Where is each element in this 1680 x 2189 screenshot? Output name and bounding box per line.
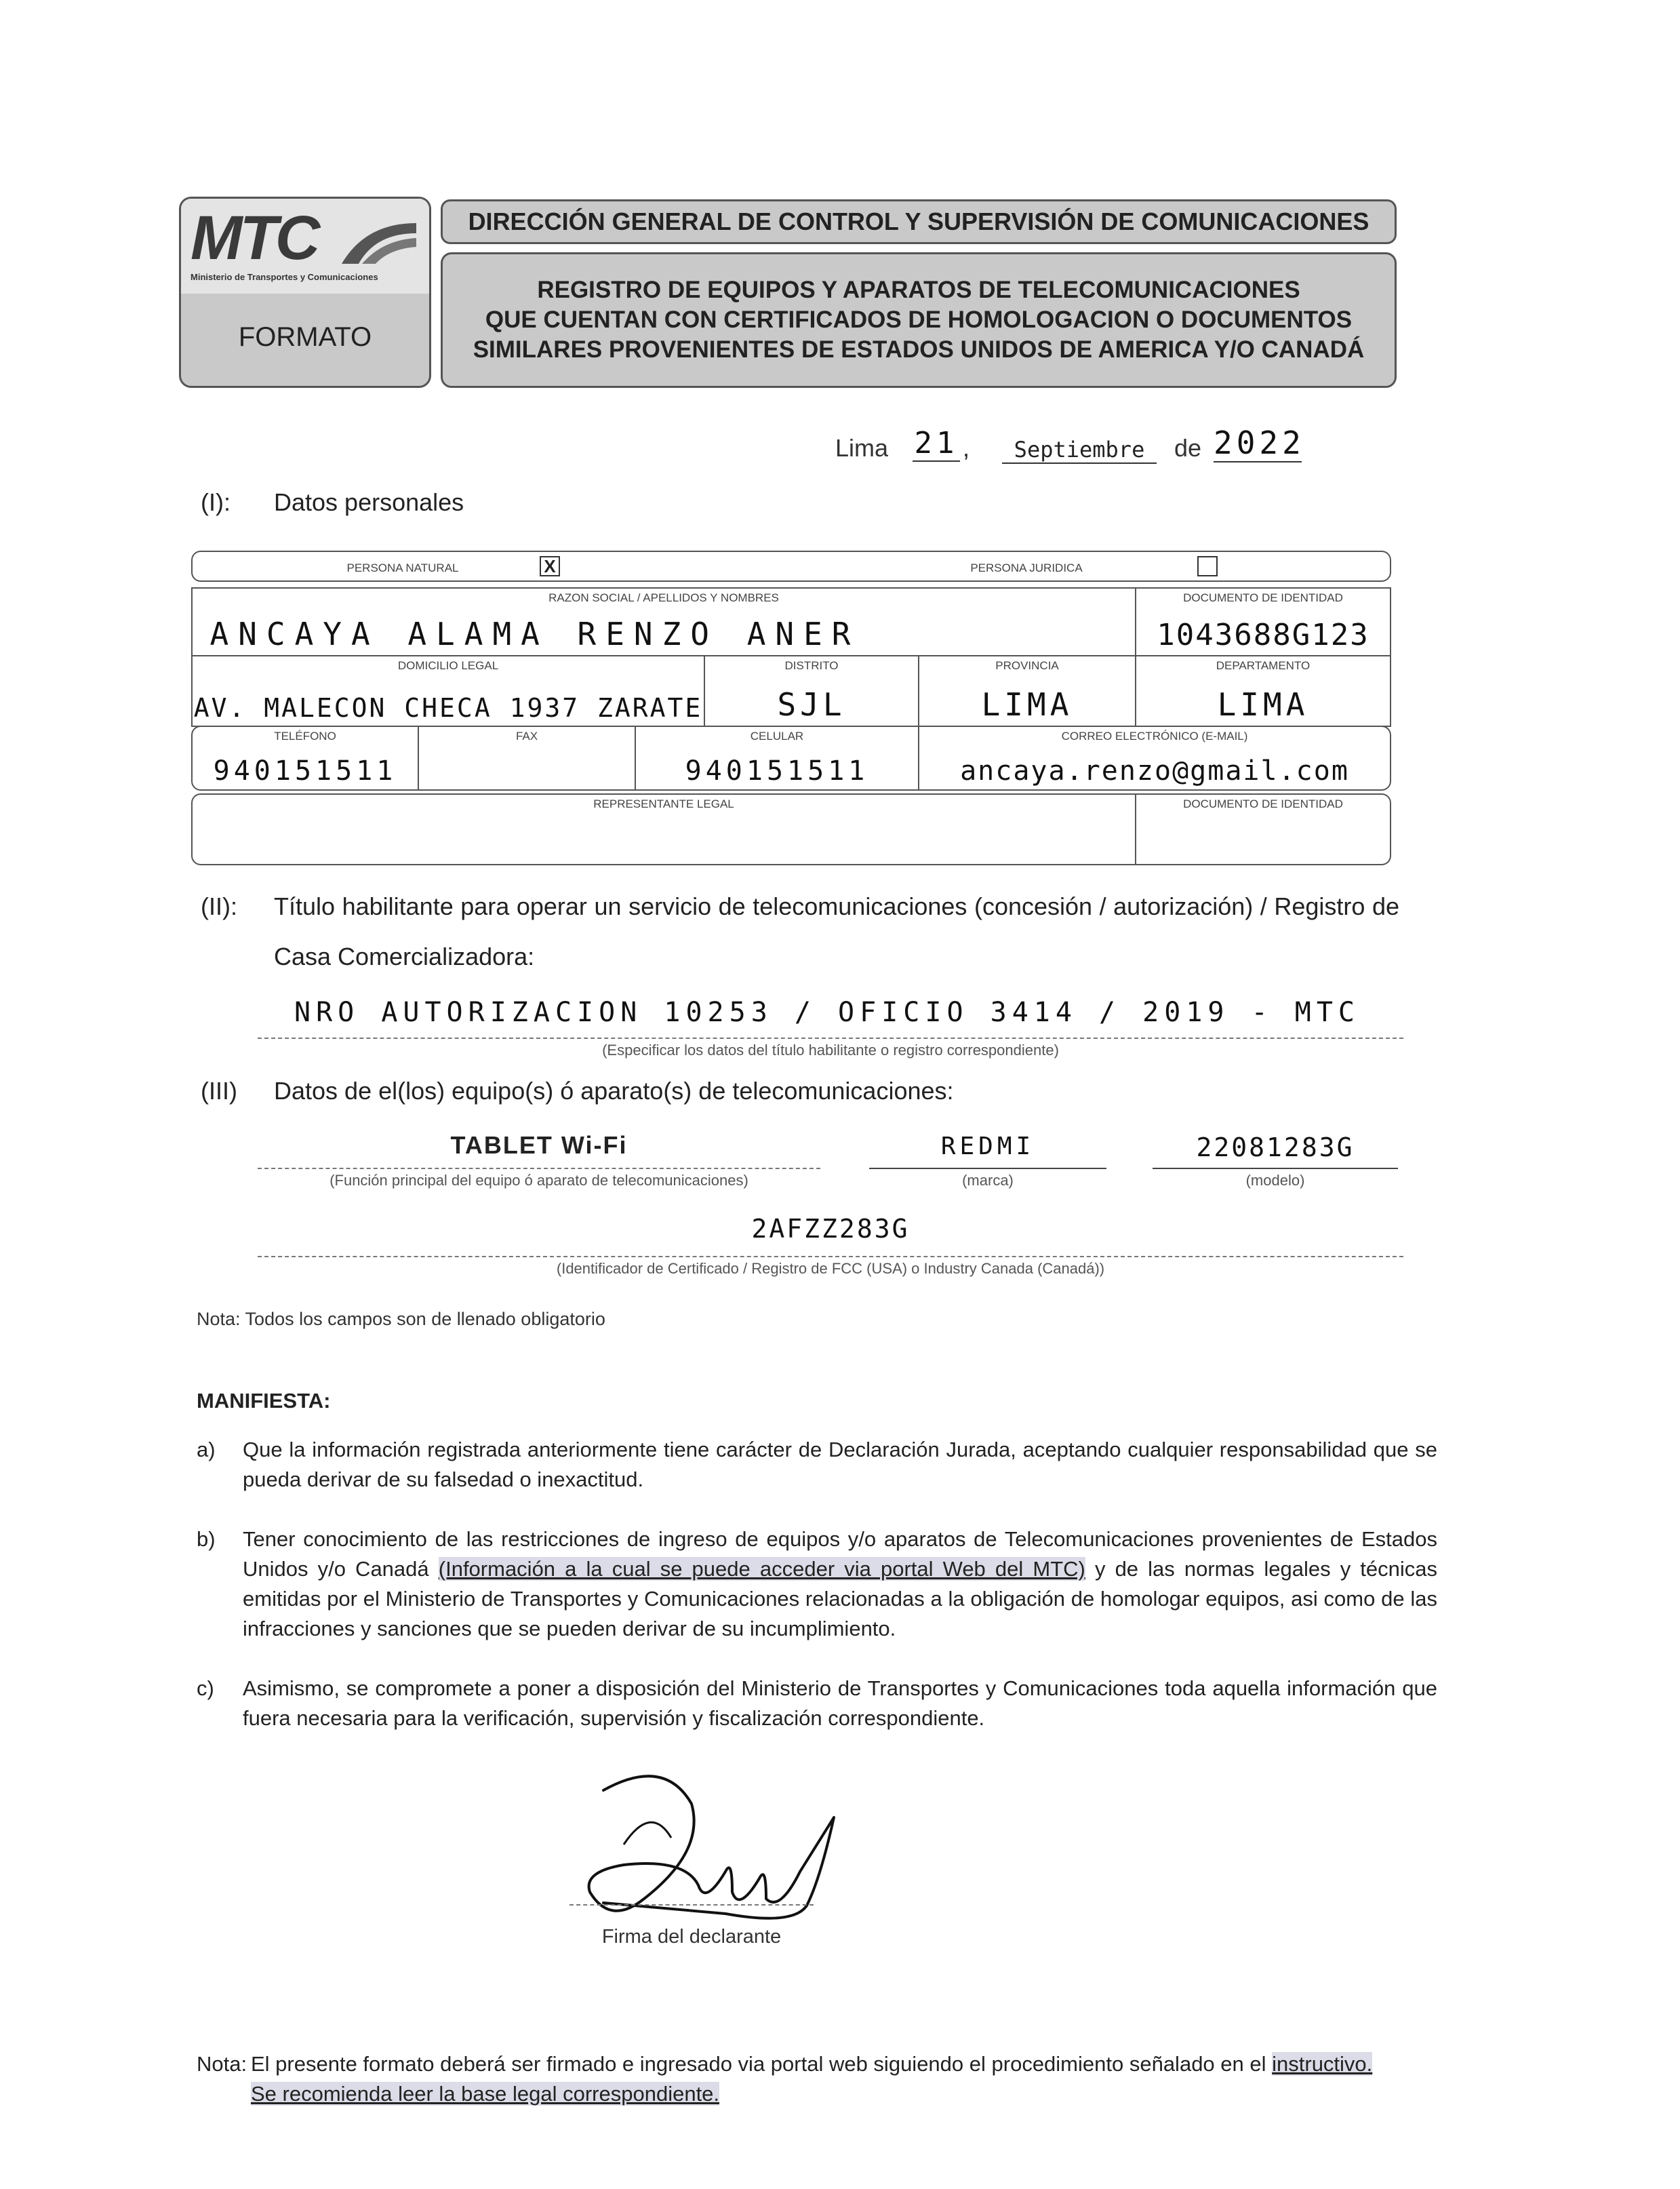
funcion-line (258, 1168, 820, 1169)
marca-line (869, 1168, 1106, 1169)
mtc-portal-link[interactable]: (Información a la cual se puede acceder via portal Web del MTC) (438, 1557, 1085, 1581)
modelo-caption: (modelo) (1245, 1172, 1305, 1189)
distrito-label: DISTRITO (784, 659, 839, 672)
domicilio-label: DOMICILIO LEGAL (397, 659, 499, 672)
distrito-cell[interactable] (704, 655, 919, 727)
date-year: 2022 (1214, 425, 1305, 461)
footer-nota-label: Nota: (197, 2052, 247, 2076)
date-de: de (1174, 434, 1202, 462)
item-a-label: a) (197, 1438, 216, 1461)
directorate-title: DIRECCIÓN GENERAL DE CONTROL Y SUPERVISIÓN DE COMUNICACIONES (441, 199, 1397, 244)
section2-title-line1: Título habilitante para operar un servicio de telecomunicaciones (concesión / autorización) / Registro de (274, 892, 1399, 920)
section1-number: (I): (201, 488, 231, 516)
nota-campos: Nota: Todos los campos son de llenado obligatorio (197, 1309, 605, 1329)
logo-block (179, 197, 431, 388)
persona-natural-checkbox[interactable]: X (540, 556, 560, 576)
telefono-value: 940151511 (213, 755, 397, 787)
departamento-value: LIMA (1217, 686, 1309, 723)
logo-panel (181, 199, 429, 294)
date-city: Lima (835, 434, 889, 462)
persona-juridica-label: PERSONA JURIDICA (970, 561, 1083, 574)
mtc-logo-text: MTC (191, 203, 318, 273)
provincia-label: PROVINCIA (995, 659, 1059, 672)
doc-identidad-value: 1043688G123 (1157, 618, 1369, 652)
titulo-habilitante-value: NRO AUTORIZACION 10253 / OFICIO 3414 / 2019 - MTC (294, 997, 1361, 1028)
formato-label: FORMATO (238, 322, 372, 352)
footer-text (251, 2049, 1444, 2109)
signature-caption: Firma del declarante (601, 1926, 782, 1948)
celular-value: 940151511 (685, 755, 869, 787)
persona-juridica-checkbox[interactable] (1197, 556, 1218, 576)
persona-natural-label: PERSONA NATURAL (346, 561, 459, 574)
date-day: 21 (913, 426, 960, 462)
departamento-cell[interactable] (1135, 655, 1391, 727)
footer-text-main: El presente formato deberá ser firmado e ingresado via portal web siguiendo el procedimiento señalado en el (251, 2052, 1273, 2076)
distrito-value: SJL (777, 686, 846, 723)
provincia-cell[interactable] (918, 655, 1136, 727)
registry-title-line: SIMILARES PROVENIENTES DE ESTADOS UNIDOS DE AMERICA Y/O CANADÁ (473, 336, 1365, 363)
doc-identidad-label: DOCUMENTO DE IDENTIDAD (1183, 591, 1343, 604)
section1-title: Datos personales (274, 488, 464, 516)
road-swoosh-icon (338, 216, 420, 271)
correo-value: ancaya.renzo@gmail.com (960, 755, 1349, 787)
razon-social-value: ANCAYA ALAMA RENZO ANER (209, 616, 860, 652)
identificador-line (258, 1256, 1403, 1257)
representante-cell[interactable] (191, 793, 1136, 865)
ministry-name: Ministerio de Transportes y Comunicaciones (191, 272, 378, 282)
section2-title-line2: Casa Comercializadora: (274, 943, 535, 970)
instructivo-link[interactable]: instructivo. (1272, 2052, 1373, 2076)
titulo-habilitante-caption: (Especificar los datos del título habilitante o registro correspondiente) (602, 1042, 1059, 1059)
item-c-label: c) (197, 1676, 214, 1700)
celular-label: CELULAR (750, 730, 804, 743)
funcion-value: TABLET Wi-Fi (450, 1131, 628, 1159)
titulo-habilitante-line (258, 1038, 1403, 1039)
razon-social-cell[interactable] (191, 587, 1136, 656)
signature-line (569, 1904, 814, 1906)
modelo-line (1153, 1168, 1398, 1169)
registry-title-line: QUE CUENTAN CON CERTIFICADOS DE HOMOLOGACION O DOCUMENTOS (485, 307, 1353, 333)
manifiesta-title: MANIFIESTA: (197, 1389, 331, 1413)
razon-social-label: RAZON SOCIAL / APELLIDOS Y NOMBRES (548, 591, 779, 604)
correo-cell[interactable] (918, 726, 1391, 791)
section3-number: (III) (201, 1077, 237, 1105)
section3-title: Datos de el(los) equipo(s) ó aparato(s) de telecomunicaciones: (274, 1077, 954, 1105)
departamento-label: DEPARTAMENTO (1216, 659, 1311, 672)
fax-label: FAX (515, 730, 538, 743)
telefono-cell[interactable] (191, 726, 419, 791)
domicilio-value: AV. MALECON CHECA 1937 ZARATE (193, 693, 703, 723)
registry-title (441, 252, 1397, 388)
representante-label: REPRESENTANTE LEGAL (593, 797, 734, 810)
identificador-caption: (Identificador de Certificado / Registro de FCC (USA) o Industry Canada (Canadá)) (556, 1260, 1105, 1277)
marca-value: REDMI (940, 1132, 1035, 1160)
domicilio-cell[interactable] (191, 655, 705, 727)
signature-image (563, 1763, 902, 1939)
item-b-paragraph (243, 1524, 1437, 1644)
provincia-value: LIMA (981, 686, 1073, 723)
funcion-caption: (Función principal del equipo ó aparato de telecomunicaciones) (329, 1172, 748, 1189)
celular-cell[interactable] (635, 726, 919, 791)
modelo-value: 22081283G (1196, 1132, 1355, 1162)
registry-title-line: REGISTRO DE EQUIPOS Y APARATOS DE TELECOMUNICACIONES (537, 277, 1300, 303)
item-b-label: b) (197, 1527, 216, 1551)
marca-caption: (marca) (962, 1172, 1014, 1189)
doc-rep-label: DOCUMENTO DE IDENTIDAD (1183, 797, 1343, 810)
item-a-text: Que la información registrada anteriormente tiene carácter de Declaración Jurada, aceptando cualquier responsabilidad que se pueda derivar de su falsedad o inexactitud. (243, 1438, 1437, 1491)
doc-rep-cell[interactable] (1135, 793, 1391, 865)
item-b-text-2: y de las normas legales y técnicas emitidas por el Ministerio de Transportes y Comunicaciones relacionadas a la obligación de homologar equipos, asi como de las infracciones y sanciones que se pueden derivar de su incumplimiento. (243, 1557, 1438, 1640)
item-c-text: Asimismo, se compromete a poner a disposición del Ministerio de Transportes y Comunicaciones toda aquella información que fuera necesaria para la verificación, supervisión y fiscalización correspondiente. (243, 1676, 1437, 1730)
section2-number: (II): (201, 892, 237, 920)
item-b-text-1: Tener conocimiento de las restricciones de ingreso de equipos y/o aparatos de Telecomunicaciones provenientes de Estados Unidos y/o Canadá (243, 1527, 1437, 1581)
persona-type-row (191, 551, 1391, 582)
date-comma: , (963, 434, 970, 462)
base-legal-link[interactable]: Se recomienda leer la base legal correspondiente. (251, 2082, 720, 2106)
doc-identidad-cell[interactable] (1135, 587, 1391, 656)
identificador-value: 2AFZZ283G (751, 1214, 910, 1244)
correo-label: CORREO ELECTRÓNICO (E-MAIL) (1061, 730, 1248, 743)
fax-cell[interactable] (418, 726, 636, 791)
date-month: Septiembre (1002, 437, 1157, 464)
telefono-label: TELÉFONO (274, 730, 336, 743)
